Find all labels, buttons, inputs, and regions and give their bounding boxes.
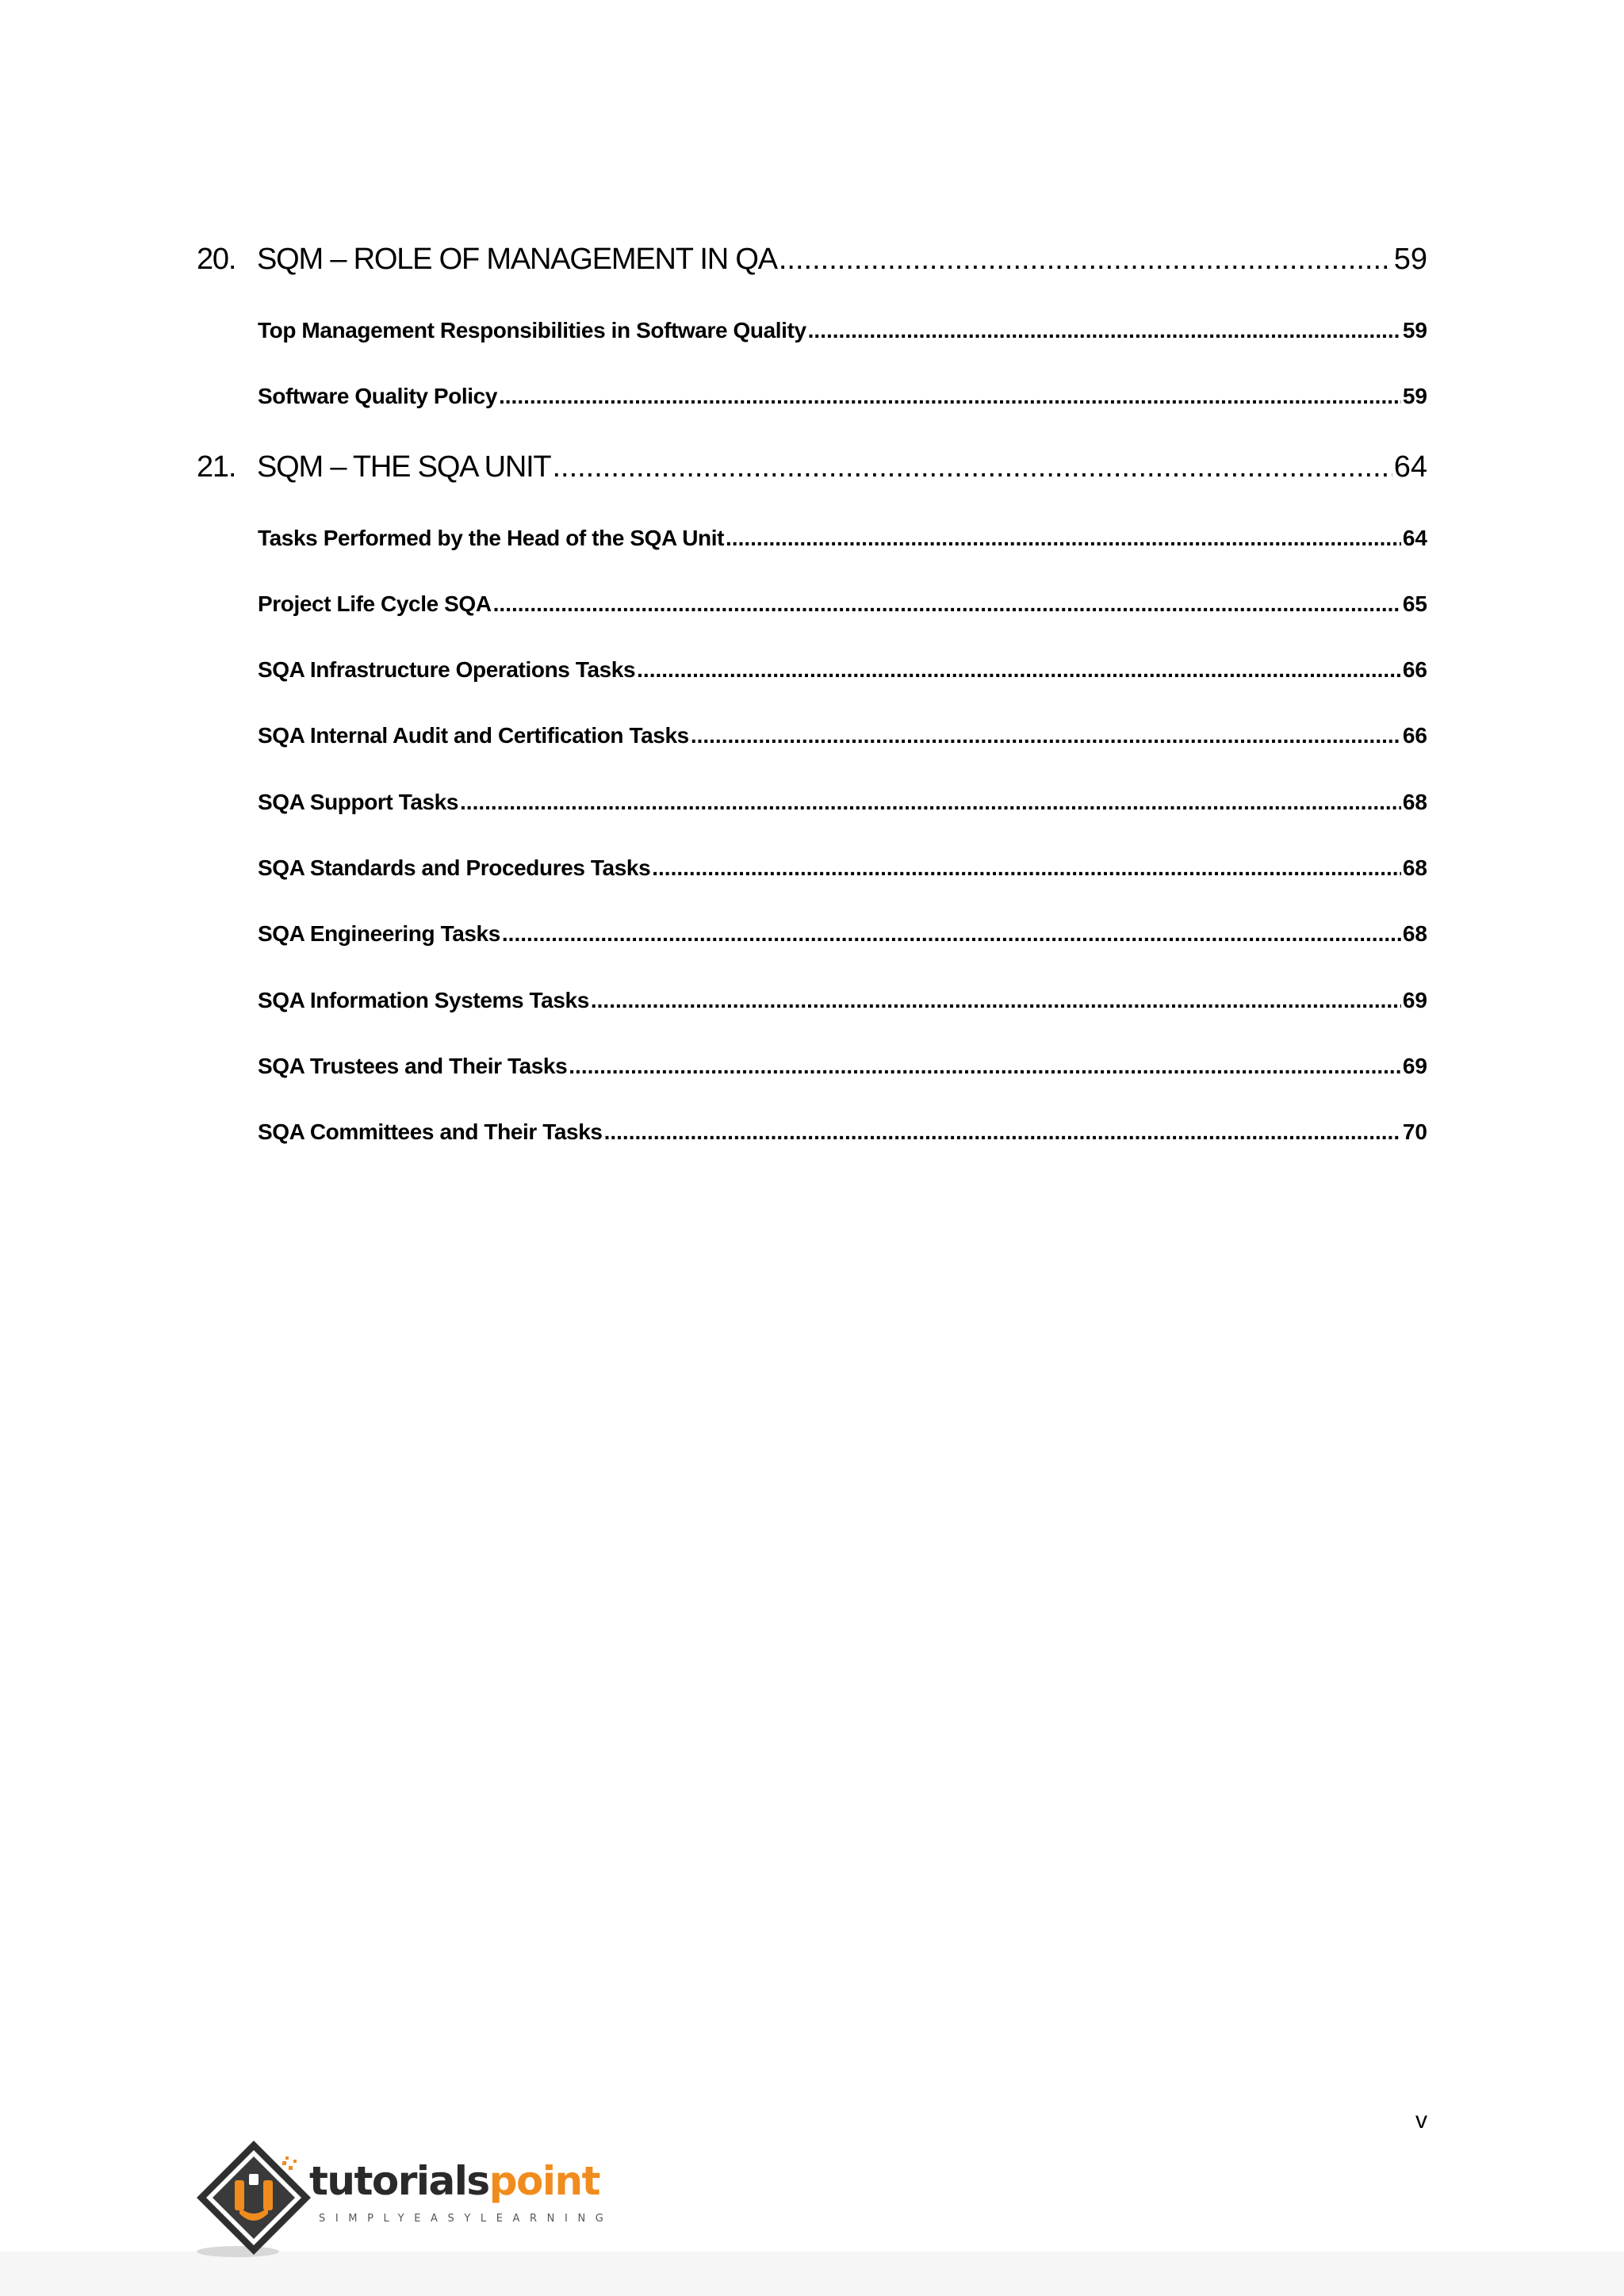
section-page-number: 68	[1402, 855, 1427, 881]
toc-section-list	[197, 505, 1427, 1165]
section-title: Project Life Cycle SQA	[258, 591, 492, 616]
toc-section-entry[interactable]	[258, 1099, 1427, 1165]
dot-leader	[493, 571, 1401, 637]
toc-section-entry[interactable]	[258, 505, 1427, 571]
chapter-title: SQM – ROLE OF MANAGEMENT IN QA	[257, 243, 777, 276]
toc-section-entry[interactable]	[258, 1033, 1427, 1099]
section-title: SQA Information Systems Tasks	[258, 987, 589, 1012]
section-page-number: 68	[1402, 921, 1427, 947]
section-page-number: 69	[1402, 1053, 1427, 1078]
chapter-page-number: 59	[1393, 243, 1427, 276]
chapter-title: SQM – THE SQA UNIT	[257, 450, 551, 484]
toc-section-entry[interactable]	[258, 571, 1427, 637]
logo-tagline: SIMPLYEASYLEARNING	[319, 2213, 614, 2225]
chapter-number: 21.	[197, 450, 236, 484]
logo-wordmark-accent: point	[488, 2158, 599, 2204]
dot-leader	[552, 450, 1392, 484]
section-page-number: 59	[1402, 384, 1427, 409]
page-number: v	[1415, 2107, 1427, 2133]
dot-leader	[499, 363, 1401, 429]
section-title: Tasks Performed by the Head of the SQA Unit	[258, 525, 725, 550]
logo-wordmark	[309, 2158, 599, 2204]
chapter-number: 20.	[197, 243, 236, 276]
logo-wordmark-dark: tutorials	[309, 2158, 489, 2204]
section-title: SQA Committees and Their Tasks	[258, 1119, 603, 1145]
section-title: SQA Trustees and Their Tasks	[258, 1053, 568, 1078]
dot-leader	[604, 1099, 1401, 1165]
toc-section-entry[interactable]	[258, 967, 1427, 1033]
section-page-number: 68	[1402, 789, 1427, 814]
dot-leader	[652, 835, 1401, 901]
section-page-number: 66	[1402, 657, 1427, 683]
dot-leader	[808, 297, 1401, 363]
dot-leader	[569, 1033, 1401, 1099]
dot-leader	[726, 505, 1401, 571]
toc-section-entry[interactable]	[258, 297, 1427, 363]
toc-section-entry[interactable]	[258, 901, 1427, 966]
toc-section-entry[interactable]	[258, 769, 1427, 835]
section-page-number: 64	[1402, 525, 1427, 550]
tutorialspoint-logo	[193, 2134, 614, 2261]
dot-leader	[591, 967, 1401, 1033]
section-page-number: 66	[1402, 723, 1427, 748]
section-page-number: 70	[1402, 1119, 1427, 1145]
section-title: Software Quality Policy	[258, 384, 497, 409]
section-title: Top Management Responsibilities in Software Quality	[258, 318, 806, 342]
section-page-number: 69	[1402, 987, 1427, 1012]
table-of-contents	[197, 243, 1427, 1165]
toc-section-entry[interactable]	[258, 702, 1427, 768]
section-title: SQA Internal Audit and Certification Tasks	[258, 723, 689, 748]
toc-chapter-group	[197, 450, 1427, 1165]
section-title: SQA Infrastructure Operations Tasks	[258, 657, 636, 683]
toc-chapter-entry[interactable]	[197, 243, 1427, 290]
dot-leader	[691, 702, 1401, 768]
toc-section-entry[interactable]	[258, 363, 1427, 429]
toc-section-list	[197, 297, 1427, 430]
section-title: SQA Standards and Procedures Tasks	[258, 855, 651, 881]
toc-section-entry[interactable]	[258, 637, 1427, 702]
dot-leader	[637, 637, 1401, 702]
chapter-page-number: 64	[1393, 450, 1427, 484]
toc-section-entry[interactable]	[258, 835, 1427, 901]
section-page-number: 65	[1402, 591, 1427, 616]
toc-chapter-group	[197, 243, 1427, 430]
toc-chapter-entry[interactable]	[197, 450, 1427, 498]
section-title: SQA Engineering Tasks	[258, 921, 500, 947]
dot-leader	[502, 901, 1401, 966]
section-page-number: 59	[1402, 318, 1427, 342]
tutorialspoint-logo-icon	[193, 2134, 312, 2261]
dot-leader	[779, 243, 1392, 277]
dot-leader	[460, 769, 1401, 835]
section-title: SQA Support Tasks	[258, 789, 459, 814]
